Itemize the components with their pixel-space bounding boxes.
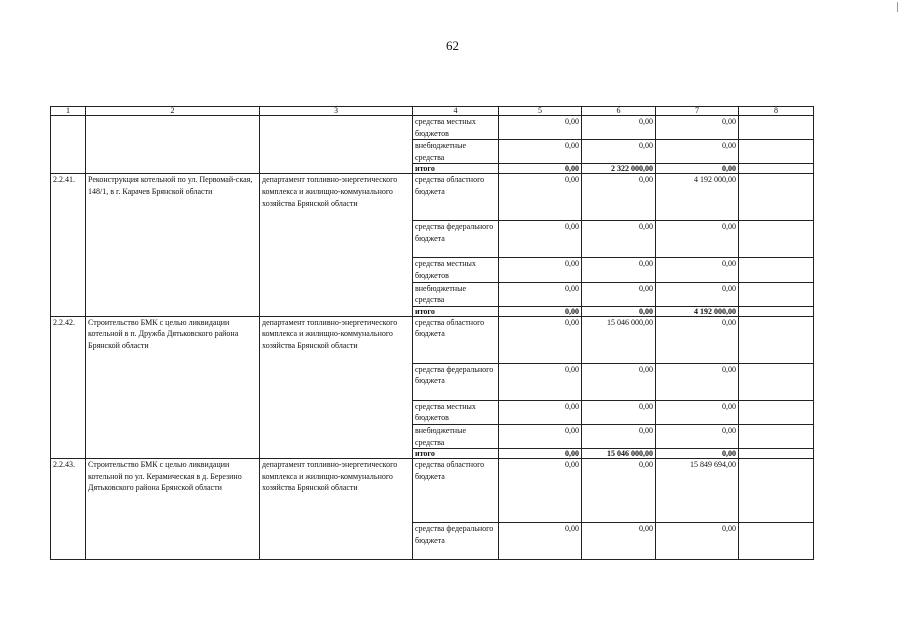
header-cell: 7 xyxy=(656,107,739,116)
executor-cell: департамент топливно-энергетического комплекса и жилищно-коммунального хозяйства Брянской области xyxy=(260,174,413,316)
funding-source: средства местных бюджетов xyxy=(413,258,499,282)
value-col7: 4 192 000,00 xyxy=(656,306,739,316)
value-col6: 2 322 000,00 xyxy=(582,164,656,174)
funding-source: итого xyxy=(413,164,499,174)
measure-name-cell: Строительство БМК с целью ликвидации котельной в п. Дружба Дятьковского района Брянской области xyxy=(86,316,260,458)
value-col8 xyxy=(739,459,814,523)
value-col5: 0,00 xyxy=(499,140,582,164)
code-cell xyxy=(51,116,86,174)
header-cell: 6 xyxy=(582,107,656,116)
header-cell: 1 xyxy=(51,107,86,116)
funding-source: внебюджетные средства xyxy=(413,140,499,164)
value-col8 xyxy=(739,174,814,221)
funding-source: средства федерального бюджета xyxy=(413,363,499,400)
value-col8 xyxy=(739,363,814,400)
value-col7: 15 849 694,00 xyxy=(656,459,739,523)
value-col7: 0,00 xyxy=(656,164,739,174)
value-col6: 15 046 000,00 xyxy=(582,449,656,459)
value-col8 xyxy=(739,258,814,282)
value-col8 xyxy=(739,400,814,424)
value-col7: 0,00 xyxy=(656,449,739,459)
value-col6: 0,00 xyxy=(582,174,656,221)
funding-source: средства федерального бюджета xyxy=(413,523,499,560)
value-col8 xyxy=(739,140,814,164)
table-row xyxy=(51,116,814,140)
value-col7: 0,00 xyxy=(656,400,739,424)
executor-cell xyxy=(260,116,413,174)
measure-name-cell: Реконструкция котельной по ул. Первомай-ская, 148/1, в г. Карачев Брянской области xyxy=(86,174,260,316)
table-row xyxy=(51,316,814,363)
value-col7: 0,00 xyxy=(656,116,739,140)
value-col5: 0,00 xyxy=(499,363,582,400)
header-cell: 3 xyxy=(260,107,413,116)
page-number: 62 xyxy=(446,38,459,53)
value-col7: 0,00 xyxy=(656,282,739,306)
column-number-header xyxy=(51,107,814,116)
budget-table-container xyxy=(50,106,813,560)
value-col6: 0,00 xyxy=(582,258,656,282)
value-col6: 0,00 xyxy=(582,459,656,523)
header-cell: 2 xyxy=(86,107,260,116)
measure-name-cell xyxy=(86,116,260,174)
value-col8 xyxy=(739,449,814,459)
header-cell: 8 xyxy=(739,107,814,116)
value-col8 xyxy=(739,282,814,306)
value-col6: 0,00 xyxy=(582,140,656,164)
value-col7: 0,00 xyxy=(656,140,739,164)
value-col7: 0,00 xyxy=(656,258,739,282)
value-col5: 0,00 xyxy=(499,523,582,560)
value-col5: 0,00 xyxy=(499,400,582,424)
executor-cell: департамент топливно-энергетического комплекса и жилищно-коммунального хозяйства Брянской области xyxy=(260,316,413,458)
funding-source: внебюджетные средства xyxy=(413,424,499,448)
table-row xyxy=(51,459,814,523)
value-col6: 0,00 xyxy=(582,424,656,448)
value-col5: 0,00 xyxy=(499,306,582,316)
value-col5: 0,00 xyxy=(499,316,582,363)
value-col8 xyxy=(739,316,814,363)
value-col7: 4 192 000,00 xyxy=(656,174,739,221)
funding-source: внебюджетные средства xyxy=(413,282,499,306)
funding-source: итого xyxy=(413,306,499,316)
value-col7: 0,00 xyxy=(656,523,739,560)
value-col8 xyxy=(739,164,814,174)
edge-mark xyxy=(897,2,898,12)
value-col6: 0,00 xyxy=(582,221,656,258)
value-col5: 0,00 xyxy=(499,258,582,282)
value-col7: 0,00 xyxy=(656,221,739,258)
value-col7: 0,00 xyxy=(656,363,739,400)
code-cell: 2.2.41. xyxy=(51,174,86,316)
funding-source: средства местных бюджетов xyxy=(413,400,499,424)
value-col8 xyxy=(739,424,814,448)
budget-table xyxy=(50,106,814,560)
funding-source: средства областного бюджета xyxy=(413,174,499,221)
code-cell: 2.2.43. xyxy=(51,459,86,560)
value-col5: 0,00 xyxy=(499,424,582,448)
value-col5: 0,00 xyxy=(499,164,582,174)
value-col7: 0,00 xyxy=(656,316,739,363)
value-col6: 0,00 xyxy=(582,400,656,424)
funding-source: средства областного бюджета xyxy=(413,459,499,523)
code-cell: 2.2.42. xyxy=(51,316,86,458)
table-row xyxy=(51,174,814,221)
funding-source: итого xyxy=(413,449,499,459)
header-cell: 5 xyxy=(499,107,582,116)
value-col8 xyxy=(739,523,814,560)
value-col8 xyxy=(739,221,814,258)
value-col6: 0,00 xyxy=(582,306,656,316)
value-col8 xyxy=(739,116,814,140)
measure-name-cell: Строительство БМК с целью ликвидации котельной по ул. Керамическая в д. Березино Дятьковского района Брянской области xyxy=(86,459,260,560)
value-col5: 0,00 xyxy=(499,221,582,258)
executor-cell: департамент топливно-энергетического комплекса и жилищно-коммунального хозяйства Брянской области xyxy=(260,459,413,560)
value-col5: 0,00 xyxy=(499,174,582,221)
value-col8 xyxy=(739,306,814,316)
funding-source: средства федерального бюджета xyxy=(413,221,499,258)
funding-source: средства областного бюджета xyxy=(413,316,499,363)
value-col5: 0,00 xyxy=(499,116,582,140)
value-col6: 0,00 xyxy=(582,523,656,560)
value-col7: 0,00 xyxy=(656,424,739,448)
value-col6: 0,00 xyxy=(582,282,656,306)
value-col6: 0,00 xyxy=(582,116,656,140)
value-col6: 15 046 000,00 xyxy=(582,316,656,363)
value-col5: 0,00 xyxy=(499,459,582,523)
value-col5: 0,00 xyxy=(499,449,582,459)
value-col6: 0,00 xyxy=(582,363,656,400)
header-cell: 4 xyxy=(413,107,499,116)
funding-source: средства местных бюджетов xyxy=(413,116,499,140)
value-col5: 0,00 xyxy=(499,282,582,306)
